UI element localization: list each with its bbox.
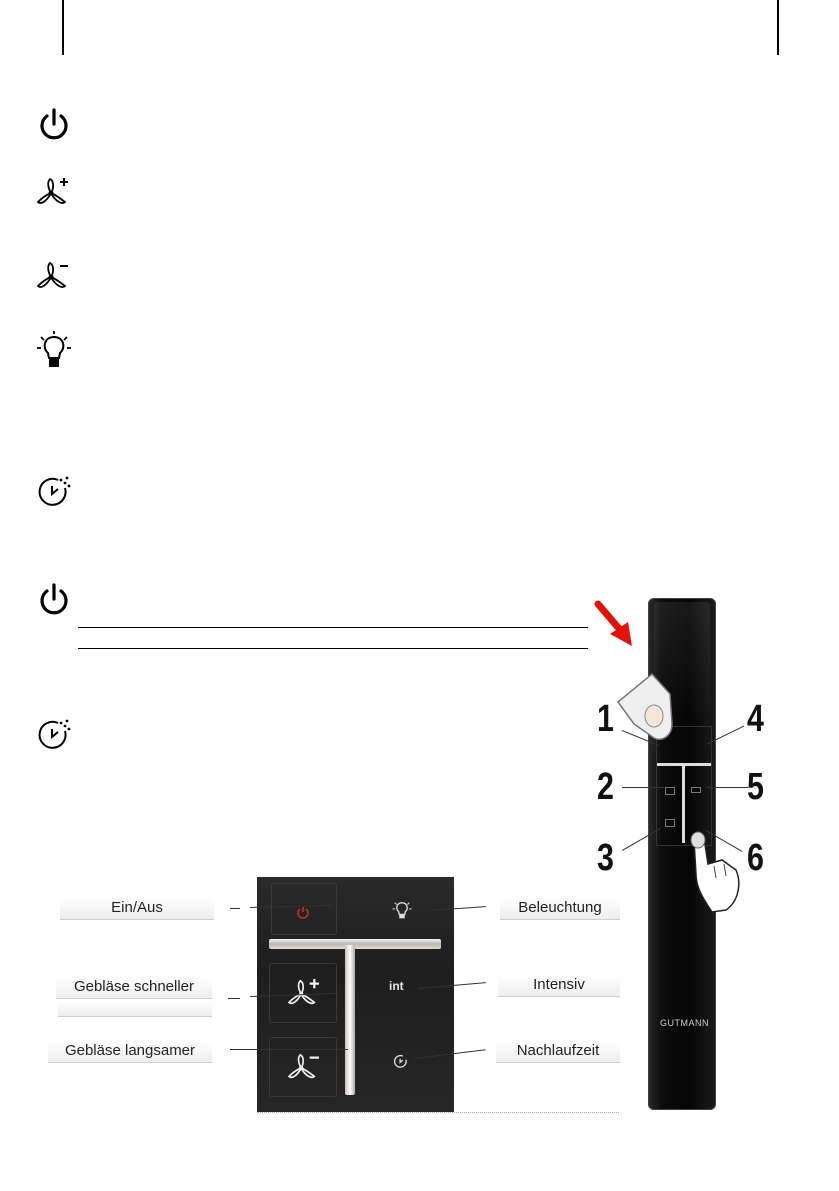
label-intensive: Intensiv (498, 975, 620, 997)
fan-minus-key (269, 1037, 337, 1097)
crop-mark-right (777, 0, 779, 55)
int-key-label: int (389, 979, 404, 993)
fan-plus-icon (36, 176, 72, 208)
leader-line (228, 998, 240, 999)
leader-line (706, 787, 748, 788)
callout-number-2: 2 (597, 766, 614, 808)
crop-mark-left (62, 0, 64, 55)
callout-number-3: 3 (597, 837, 614, 879)
leader-line (622, 787, 664, 788)
label-lighting: Beleuchtung (500, 898, 620, 920)
leader-line (230, 908, 240, 909)
metal-bar (345, 945, 355, 1095)
timer-icon (36, 717, 72, 751)
timer-key (393, 1053, 409, 1074)
lightbulb-icon (36, 331, 72, 369)
divider-line (78, 627, 588, 628)
callout-number-5: 5 (747, 766, 764, 808)
label-on-off: Ein/Aus (60, 898, 214, 920)
brand-logo: GUTMANN (660, 1018, 709, 1028)
metal-bar (682, 763, 685, 843)
fan-minus-icon (36, 260, 72, 292)
label-fan-faster: Gebläse schneller (56, 977, 212, 999)
callout-number-1: 1 (597, 698, 614, 740)
leader-line (230, 1049, 348, 1050)
led-dot (665, 819, 675, 827)
label-fan-slower: Gebläse langsamer (48, 1041, 212, 1063)
on-off-key (271, 883, 337, 935)
led-dot (665, 787, 675, 795)
label-run-on-time: Nachlaufzeit (496, 1041, 620, 1063)
timer-icon (36, 474, 72, 508)
metal-bar (269, 939, 441, 949)
callout-number-4: 4 (747, 698, 764, 740)
power-icon (38, 583, 70, 617)
callout-number-6: 6 (747, 837, 764, 879)
photo-bottom-edge (257, 1112, 619, 1113)
led-dot (691, 787, 701, 793)
divider-line (78, 648, 588, 649)
light-key (367, 883, 443, 933)
red-arrow-icon (594, 600, 638, 655)
power-icon (38, 108, 70, 142)
finger-bottom (686, 830, 744, 919)
label-fan-faster-box (58, 1000, 212, 1017)
